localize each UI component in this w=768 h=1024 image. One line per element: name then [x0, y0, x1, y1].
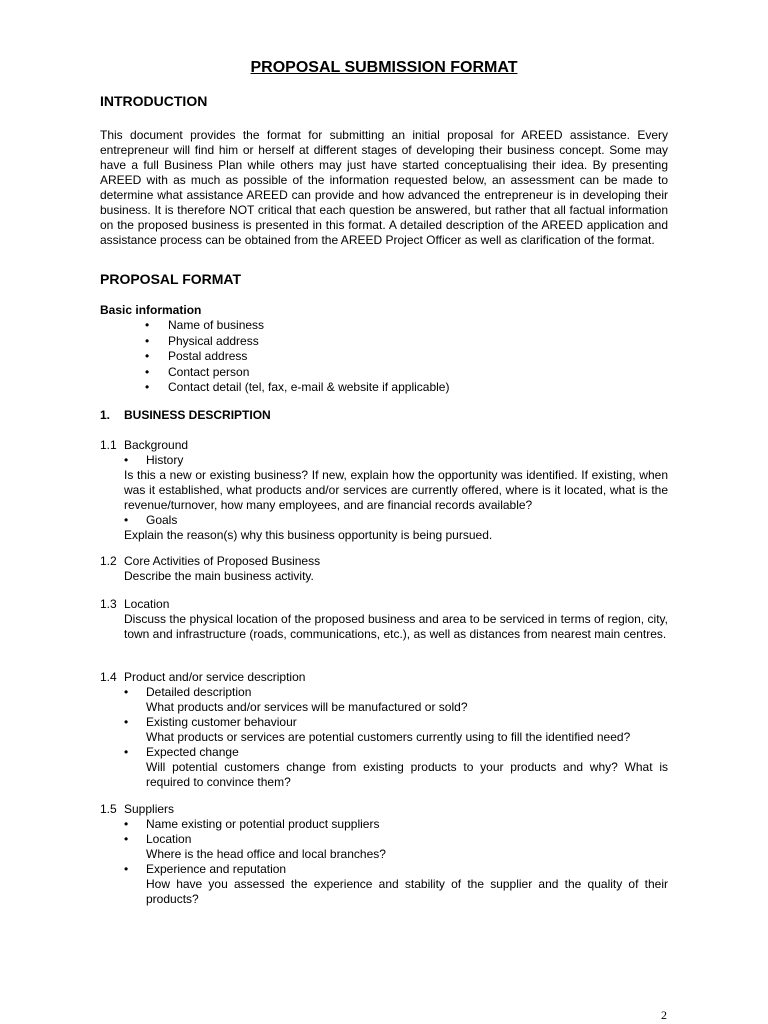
subsection-heading [100, 438, 668, 453]
list-item-text: Expected change [146, 745, 239, 759]
list-item-text: Goals [146, 513, 178, 527]
document-page [100, 58, 668, 906]
section-1-5-suppliers [100, 802, 668, 907]
section-1-1-background [100, 438, 668, 543]
list-item [100, 817, 668, 832]
subsection-number: 1.4 [100, 670, 117, 684]
supplier-experience-text: How have you assessed the experience and stability of the supplier and the quality of their products? [146, 877, 668, 906]
suppliers-list [100, 862, 668, 877]
product-list [100, 745, 668, 760]
subsection-title: Suppliers [124, 802, 175, 816]
list-item [100, 832, 668, 847]
subsection-title: Location [124, 597, 170, 611]
list-item-text: Contact person [168, 364, 250, 379]
bullet-icon: • [124, 453, 129, 467]
bullet-icon: • [124, 862, 129, 876]
section-title: BUSINESS DESCRIPTION [124, 408, 271, 422]
goals-list [100, 513, 668, 528]
list-item-text: Postal address [168, 349, 248, 363]
subsection-title: Background [124, 438, 189, 452]
list-item [100, 862, 668, 877]
subsection-number: 1.5 [100, 802, 117, 816]
list-item-text: Physical address [168, 333, 259, 348]
suppliers-list [100, 817, 668, 847]
list-item [100, 745, 668, 760]
core-activities-text: Describe the main business activity. [124, 569, 314, 583]
proposal-format-heading: PROPOSAL FORMAT [100, 271, 242, 287]
basic-information-list [100, 318, 668, 395]
list-item-text: Detailed description [146, 685, 252, 699]
bullet-icon: • [145, 364, 150, 379]
list-item [100, 334, 668, 349]
bullet-icon: • [124, 715, 129, 729]
subsection-number: 1.3 [100, 597, 117, 611]
list-item [100, 513, 668, 528]
bullet-icon: • [124, 685, 129, 699]
expected-change-text: Will potential customers change from existing products to your products and why? What is required to convince them? [146, 760, 668, 789]
product-list [100, 685, 668, 700]
list-item [100, 349, 668, 364]
list-item-text: Name existing or potential product suppliers [146, 817, 380, 831]
customer-behaviour-text: What products or services are potential customers currently using to fill the identified need? [146, 730, 631, 744]
section-1-2-core-activities [100, 554, 668, 584]
section-1-3-location [100, 597, 668, 642]
bullet-icon: • [145, 318, 150, 332]
list-item-text: History [146, 453, 184, 467]
list-item [100, 365, 668, 380]
background-list [100, 453, 668, 468]
list-item-text: Existing customer behaviour [146, 715, 297, 729]
basic-information-heading: Basic information [100, 303, 202, 317]
list-item [100, 453, 668, 468]
list-item-text: Experience and reputation [146, 862, 287, 876]
page-number: 2 [661, 1008, 667, 1022]
location-text: Discuss the physical location of the proposed business and area to be serviced in terms of region, city, town and infrastructure (roads, communications, etc.), as well as distances from nearest main centres. [124, 612, 668, 641]
section-number: 1. [100, 408, 111, 422]
product-list [100, 715, 668, 730]
subsection-title: Core Activities of Proposed Business [124, 554, 321, 568]
subsection-heading [100, 597, 668, 612]
subsection-heading [100, 802, 668, 817]
bullet-icon: • [124, 745, 129, 759]
subsection-number: 1.2 [100, 554, 117, 568]
list-item-text: Contact detail (tel, fax, e-mail & website if applicable) [168, 380, 450, 394]
subsection-title: Product and/or service description [124, 670, 306, 684]
introduction-paragraph: This document provides the format for submitting an initial proposal for AREED assistance. Every entrepreneur will find him or herself at different stages of developing their business concept. Some may have a full Business Plan while others may just have started conceptualising their idea. By presenting AREED with as much as possible of the information requested below, an assessment can be made to determine what assistance AREED can provide and how advanced the entrepreneur is in developing their business. It is therefore NOT critical that each question be answered, but rather that all factual information on the proposed business is presented in this format. A detailed description of the AREED application and assistance process can be obtained from the AREED Project Officer as well as clarification of the format. [100, 128, 668, 247]
list-item [100, 715, 668, 730]
basic-information-block [100, 303, 668, 396]
subsection-number: 1.1 [100, 438, 117, 452]
bullet-icon: • [145, 349, 150, 363]
history-text: Is this a new or existing business? If new, explain how the opportunity was identified. If existing, when was it established, what products and/or services are currently offered, where is it located, what is the revenue/turnover, how many employees, and are financial records available? [124, 468, 668, 512]
list-item [100, 318, 668, 333]
supplier-location-text: Where is the head office and local branches? [146, 847, 386, 861]
section-1-4-product-service [100, 670, 668, 790]
detailed-description-text: What products and/or services will be manufactured or sold? [146, 700, 468, 714]
bullet-icon: • [145, 380, 150, 394]
business-description-heading [100, 408, 271, 423]
list-item [100, 685, 668, 700]
list-item-text: Name of business [168, 318, 265, 332]
bullet-icon: • [124, 513, 129, 527]
bullet-icon: • [124, 817, 129, 831]
bullet-icon: • [124, 832, 129, 846]
list-item-text: Location [146, 832, 192, 846]
goals-text: Explain the reason(s) why this business opportunity is being pursued. [124, 528, 493, 542]
introduction-heading: INTRODUCTION [100, 93, 208, 109]
page-title: PROPOSAL SUBMISSION FORMAT [250, 59, 518, 76]
list-item [100, 380, 668, 395]
bullet-icon: • [145, 333, 150, 348]
subsection-heading [100, 670, 668, 685]
subsection-heading [100, 554, 668, 569]
